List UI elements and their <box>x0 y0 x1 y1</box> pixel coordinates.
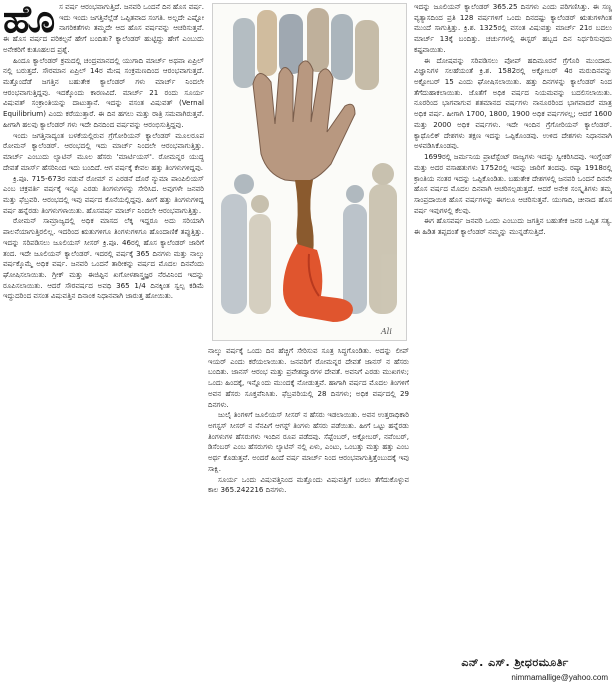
article-paragraph: ಈ ದೋಷವನ್ನು ಸರಿಪಡಿಸಲು ಪೋಪ್ ಹದಿಮೂರನೆ ಗ್ರೆಗೊರಿ ಮುಂದಾದ. ವಿಜ್ಞಾನಿಗಳ ಸಲಹೆಯಂತೆ ಕ್ರಿ.ಶ. 1582ರಲ್ಲಿ ಅಕ್ಟೋಬರ್ 4ರ ಮರುದಿನವನ್ನು ಅಕ್ಟೋಬರ್ 15 ಎಂದು ಘೋಷಿಸಲಾಯಿತು. ಹತ್ತು ದಿನಗಳನ್ನು ಕ್ಯಾಲೆಂಡರ್ ನಿಂದ ತೆಗೆದುಹಾಕಲಾಯಿತು. ಜೊತೆಗೆ ಅಧಿಕ ವರ್ಷದ ನಿಯಮವನ್ನು ಬದಲಿಸಲಾಯಿತು. ನೂರರಿಂದ ಭಾಗವಾಗುವ ಶತಮಾನದ ವರ್ಷಗಳು ನಾನೂರರಿಂದ ಭಾಗವಾದರೆ ಮಾತ್ರ ಅಧಿಕ ವರ್ಷ. ಹೀಗಾಗಿ 1700, 1800, 1900 ಅಧಿಕ ವರ್ಷಗಳಲ್ಲ; ಆದರೆ 1600 ಮತ್ತು 2000 ಅಧಿಕ ವರ್ಷಗಳು. ಇದೇ ಇಂದಿನ ಗ್ರೆಗೋರಿಯನ್ ಕ್ಯಾಲೆಂಡರ್. ಕ್ಯಾಥೊಲಿಕ್ ದೇಶಗಳು ತಕ್ಷಣ ಇದನ್ನು ಒಪ್ಪಿಕೊಂಡವು. ಉಳಿದ ದೇಶಗಳು ನಿಧಾನವಾಗಿ ಅಳವಡಿಸಿಕೊಂಡವು. <box>414 55 612 151</box>
article-paragraph: ಹಿಂದೂ ಕ್ಯಾಲೆಂಡರ್ ಕ್ರಮದಲ್ಲಿ ಚಂದ್ರಮಾನದಲ್ಲಿ ಯುಗಾದಿ ಮಾರ್ಚ್ ಅಥವಾ ಏಪ್ರಿಲ್ ನಲ್ಲಿ ಬರುತ್ತದೆ. ಸೌರಮಾನ ಏಪ್ರಿಲ್ 14ರ ಮೇಷ ಸಂಕ್ರಮಣದಿಂದ ಆರಂಭವಾಗುತ್ತದೆ. ಮತ್ತೊಂದೆಡೆ ಜಗತ್ತಿನ ಬಹುತೇಕ ಕ್ಯಾಲೆಂಡರ್ ಗಳು ಮಾರ್ಚ್ ನಿಂದಲೇ ಆರಂಭವಾಗುತ್ತಿದ್ದವು. ಇದಕ್ಕೊಂದು ಕಾರಣವಿದೆ. ಮಾರ್ಚ್ 21 ರಂದು ಸೂರ್ಯ ವಿಷುವತ್ ಸಂಕ್ರಾಂತಿಯನ್ನು ದಾಟುತ್ತಾನೆ. ಇದನ್ನು ವಸಂತ ವಿಷುವತ್ (Vernal Equilibrium) ಎಂದು ಕರೆಯುತ್ತಾರೆ. ಈ ದಿನ ಹಗಲು ಮತ್ತು ರಾತ್ರಿ ಸಮವಾಗಿರುತ್ತವೆ. ಹೀಗಾಗಿ ಹಲವು ಕ್ಯಾಲೆಂಡರ್ ಗಳು ಇದೇ ದಿನದಿಂದ ವರ್ಷವನ್ನು ಆರಂಭಿಸುತ್ತಿದ್ದವು. <box>3 55 204 129</box>
article-illustration <box>212 3 407 341</box>
red-arm-root <box>283 244 353 322</box>
tree-trunk <box>295 180 314 254</box>
article-paragraph: ಈಗ ಹೊಸವರ್ಷ ಜನವರಿ ಒಂದು ಎಂಬುದು ಜಗತ್ತಿನ ಬಹುತೇಕ ಜನರ ಒಪ್ಪಿತ ಸತ್ಯ. ಈ ಹಿಡಿತ ತಪ್ಪದಂತೆ ಕ್ಯಾಲೆಂಡರ್ ನಮ್ಮನ್ನು ಮುನ್ನಡೆಸುತ್ತಿದೆ. <box>414 216 612 237</box>
article-column-3 <box>414 2 612 652</box>
article-paragraph: ಇದನ್ನು ಜೂಲಿಯನ್ ಕ್ಯಾಲೆಂಡರ್ 365.25 ದಿನಗಳು ಎಂದು ಪರಿಗಣಿಸಿತ್ತು. ಈ ಸಣ್ಣ ವ್ಯತ್ಯಾಸದಿಂದ ಪ್ರತಿ 128 ವರ್ಷಗಳಿಗೆ ಒಂದು ದಿನದಷ್ಟು ಕ್ಯಾಲೆಂಡರ್ ಋತುಗಳಿಗಿಂತ ಮುಂದೆ ಸಾಗುತ್ತಿತ್ತು. ಕ್ರಿ.ಶ. 1325ರಲ್ಲಿ ವಸಂತ ವಿಷುವತ್ತು ಮಾರ್ಚ್ 21ರ ಬದಲು ಮಾರ್ಚ್ 13ಕ್ಕೆ ಬಂದಿತ್ತು. ಚರ್ಚುಗಳಲ್ಲಿ ಈಸ್ಟರ್ ಹಬ್ಬದ ದಿನ ನಿರ್ಧರಿಸುವುದು ಕಷ್ಟವಾಯಿತು. <box>414 2 612 54</box>
article-paragraph: ನಾಲ್ಕು ವರ್ಷಕ್ಕೆ ಒಂದು ದಿನ ಹೆಚ್ಚಿಗೆ ಸೇರಿಸುವ ಸೂತ್ರ ಸಿದ್ಧಗೊಂಡಿತು. ಅದನ್ನು ಲೀಪ್ ಇಯರ್ ಎಂದು ಕರೆಯಲಾಯಿತು. ಜನವರಿಗೆ ರೋಮನ್ನರ ದೇವತೆ ಜಾನಸ್ ನ ಹೆಸರು ಬಂದಿತು. ಜಾನಸ್ ಆರಂಭ ಮತ್ತು ಪ್ರವೇಶದ್ವಾರಗಳ ದೇವತೆ. ಅವನಿಗೆ ಎರಡು ಮುಖಗಳು; ಒಂದು ಹಿಂದಕ್ಕೆ, ಇನ್ನೊಂದು ಮುಂದಕ್ಕೆ ನೋಡುತ್ತವೆ. ಹಾಗಾಗಿ ವರ್ಷದ ಮೊದಲ ತಿಂಗಳಿಗೆ ಅವನ ಹೆಸರು ಸೂಕ್ತವೆನಿಸಿತು. ಫೆಬ್ರವರಿಯಲ್ಲಿ 28 ದಿನಗಳು; ಅಧಿಕ ವರ್ಷದಲ್ಲಿ 29 ದಿನಗಳು. <box>208 346 409 409</box>
author-byline: ಎನ್. ಎಸ್. ಶ್ರೀಧರಮೂರ್ತಿ <box>461 656 569 669</box>
article-paragraph: ಸ ವರ್ಷ ಆರಂಭವಾಗುತ್ತಿದೆ. ಜನವರಿ ಒಂದನೆ ದಿನ ಹೊಸ ವರ್ಷ. ಇದು ಇಂದು ಜಗತ್ತಿನೆಲ್ಲೆಡೆ ಒಪ್ಪಿತವಾದ ಸಂಗತಿ. ಅಲ್ಲದೇ ಎಷ್ಟೋ ನಾಗರಿಕತೆಗಳು ತಮ್ಮದೇ ಆದ ಹೊಸ ವರ್ಷವನ್ನು ಆಚರಿಸುತ್ತವೆ. ಈ ಹೊಸ ವರ್ಷದ ಪರಿಕಲ್ಪನೆ ಹೇಗೆ ಬಂದಿತು? ಕ್ಯಾಲೆಂಡರ್ ಹುಟ್ಟಿದ್ದು ಹೇಗೆ ಎಂಬುದು ಅನೇಕರಿಗೆ ಕುತೂಹಲದ ಪ್ರಶ್ನೆ. <box>3 2 204 54</box>
article-paragraph: ಸೂರ್ಯ ಒಂದು ವಿಷುವತ್ತಿನಿಂದ ಮತ್ತೊಂದು ವಿಷುವತ್ತಿಗೆ ಬರಲು ತೆಗೆದುಕೊಳ್ಳುವ ಕಾಲ 365.242216 ದಿನಗಳು. <box>208 474 409 495</box>
artist-signature: Ali <box>381 327 392 336</box>
article-paragraph: ರೋಮನ್ ಸಾಮ್ರಾಜ್ಯದಲ್ಲಿ ಅಧಿಕ ಮಾಸದ ಲೆಕ್ಕ ಇದ್ದರೂ ಅದು ಸರಿಯಾಗಿ ಪಾಲನೆಯಾಗುತ್ತಿರಲಿಲ್ಲ. ಇದರಿಂದ ಋತುಗಳಿಗೂ ತಿಂಗಳುಗಳಿಗೂ ಹೊಂದಾಣಿಕೆ ತಪ್ಪುತ್ತಿತ್ತು. ಇದನ್ನು ಸರಿಪಡಿಸಲು ಜೂಲಿಯಸ್ ಸೀಸರ್ ಕ್ರಿ.ಪೂ. 46ರಲ್ಲಿ ಹೊಸ ಕ್ಯಾಲೆಂಡರ್ ಜಾರಿಗೆ ತಂದ. ಇದೇ ಜೂಲಿಯನ್ ಕ್ಯಾಲೆಂಡರ್. ಇದರಲ್ಲಿ ವರ್ಷಕ್ಕೆ 365 ದಿನಗಳು ಮತ್ತು ನಾಲ್ಕು ವರ್ಷಕ್ಕೊಮ್ಮೆ ಅಧಿಕ ವರ್ಷ. ಜನವರಿ ಒಂದನೆ ತಾರೀಕನ್ನು ವರ್ಷದ ಮೊದಲ ದಿನವೆಂದು ಘೋಷಿಸಲಾಯಿತು. ಗ್ರೀಕ್ ಮತ್ತು ಈಜಿಪ್ಟಿನ ಖಗೋಳಶಾಸ್ತ್ರಜ್ಞರ ನೆರವಿನಿಂದ ಇದನ್ನು ರೂಪಿಸಲಾಯಿತು. ಆದರೆ ಸೌರವರ್ಷದ ಅವಧಿ 365 1/4 ದಿನಕ್ಕಿಂತ ಸ್ವಲ್ಪ ಕಡಿಮೆ ಇದ್ದುದರಿಂದ ವಸಂತ ವಿಷುವತ್ತಿನ ದಿನಾಂಕ ನಿಧಾನವಾಗಿ ಜಾರುತ್ತ ಹೋಯಿತು. <box>3 216 204 301</box>
article-paragraph: ಇಂದು ಜಗತ್ತಿನಾದ್ಯಂತ ಬಳಕೆಯಲ್ಲಿರುವ ಗ್ರೆಗೋರಿಯನ್ ಕ್ಯಾಲೆಂಡರ್ ಮೂಲರೂಪ ರೋಮನ್ ಕ್ಯಾಲೆಂಡರ್. ಆರಂಭದಲ್ಲಿ ಇದು ಮಾರ್ಚ್ ನಿಂದಲೇ ಆರಂಭವಾಗುತ್ತಿತ್ತು. ಮಾರ್ಚ್ ಎಂಬುದು ಲ್ಯಾಟಿನ್ ಮೂಲ ಹೆಸರು 'ಮಾರ್ಟಿಯಸ್'. ರೋಮನ್ನರ ಯುದ್ಧ ದೇವತೆ ಮಾರ್ಸ್ ಹೆಸರಿನಿಂದ ಇದು ಬಂದಿದೆ. ಆಗ ವರ್ಷಕ್ಕೆ ಕೇವಲ ಹತ್ತು ತಿಂಗಳುಗಳಿದ್ದವು. <box>3 130 204 172</box>
article-dropcap: ಹೊ <box>3 2 56 41</box>
article-column-1 <box>3 2 204 692</box>
hand-tree-illustration <box>213 4 406 340</box>
article-column-2 <box>208 346 409 694</box>
article-paragraph: ಜುಲೈ ತಿಂಗಳಿಗೆ ಜೂಲಿಯಸ್ ಸೀಸರ್ ನ ಹೆಸರು ಇಡಲಾಯಿತು. ಅವನ ಉತ್ತರಾಧಿಕಾರಿ ಅಗಸ್ಟಸ್ ಸೀಸರ್ ನ ನೆನಪಿಗೆ ಆಗಸ್ಟ್ ತಿಂಗಳು ಹೆಸರು ಪಡೆಯಿತು. ಹೀಗೆ ಒಟ್ಟು ಹನ್ನೆರಡು ತಿಂಗಳುಗಳ ಹೆಸರುಗಳು ಇಂದಿನ ರೂಪ ಪಡೆದವು. ಸೆಪ್ಟೆಂಬರ್, ಅಕ್ಟೋಬರ್, ನವೆಂಬರ್, ಡಿಸೆಂಬರ್ ಎಂಬ ಹೆಸರುಗಳು ಲ್ಯಾಟಿನ್ ನಲ್ಲಿ ಏಳು, ಎಂಟು, ಒಂಬತ್ತು ಮತ್ತು ಹತ್ತು ಎಂಬ ಅರ್ಥ ಕೊಡುತ್ತವೆ. ಅಂದರೆ ಹಿಂದೆ ವರ್ಷ ಮಾರ್ಚ್ ನಿಂದ ಆರಂಭವಾಗುತ್ತಿತ್ತೆಂಬುದಕ್ಕೆ ಇವು ಸಾಕ್ಷಿ. <box>208 410 409 473</box>
author-email: nimmamallige@yahoo.com <box>511 673 608 682</box>
article-paragraph: ಕ್ರಿ.ಪೂ. 715-673ರ ನಡುವೆ ರೋಮ್ ನ ಎರಡನೆ ದೊರೆ ನ್ಯುಮಾ ಪಾಂಪಿಲಿಯಸ್ ಎಂಬ ಚಕ್ರವರ್ತಿ ವರ್ಷಕ್ಕೆ ಇನ್ನೂ ಎರಡು ತಿಂಗಳುಗಳನ್ನು ಸೇರಿಸಿದ. ಅವುಗಳೇ ಜನವರಿ ಮತ್ತು ಫೆಬ್ರವರಿ. ಆರಂಭದಲ್ಲಿ ಇವು ವರ್ಷದ ಕೊನೆಯಲ್ಲಿದ್ದವು. ಹೀಗೆ ಹತ್ತು ತಿಂಗಳುಗಳಿದ್ದ ವರ್ಷ ಹನ್ನೆರಡು ತಿಂಗಳುಗಳಾಯಿತು. ಹೊಸವರ್ಷ ಮಾರ್ಚ್ ನಿಂದಲೇ ಆರಂಭವಾಗುತ್ತಿತ್ತು. <box>3 173 204 215</box>
article-paragraph: 1699ರಲ್ಲಿ ಜರ್ಮನಿಯ ಪ್ರಾಟೆಸ್ಟೆಂಟ್ ರಾಜ್ಯಗಳು ಇದನ್ನು ಸ್ವೀಕರಿಸಿದವು. ಇಂಗ್ಲೆಂಡ್ ಮತ್ತು ಅದರ ವಸಾಹತುಗಳು 1752ರಲ್ಲಿ ಇದನ್ನು ಜಾರಿಗೆ ತಂದವು. ರಷ್ಯಾ 1918ರಲ್ಲಿ ಕ್ರಾಂತಿಯ ನಂತರ ಇದನ್ನು ಒಪ್ಪಿಕೊಂಡಿತು. ಬಹುತೇಕ ದೇಶಗಳಲ್ಲಿ ಜನವರಿ ಒಂದನೆ ದಿನವೇ ಹೊಸ ವರ್ಷದ ಮೊದಲ ದಿನವಾಗಿ ಆಚರಿಸಲ್ಪಡುತ್ತದೆ. ಆದರೆ ಅನೇಕ ಸಂಸ್ಕೃತಿಗಳು ತಮ್ಮ ಸಾಂಪ್ರದಾಯಿಕ ಹೊಸ ವರ್ಷಗಳನ್ನು ಈಗಲೂ ಆಚರಿಸುತ್ತವೆ. ಯುಗಾದಿ, ಚೀನಾದ ಹೊಸ ವರ್ಷ ಇವುಗಳಲ್ಲಿ ಕೆಲವು. <box>414 152 612 215</box>
